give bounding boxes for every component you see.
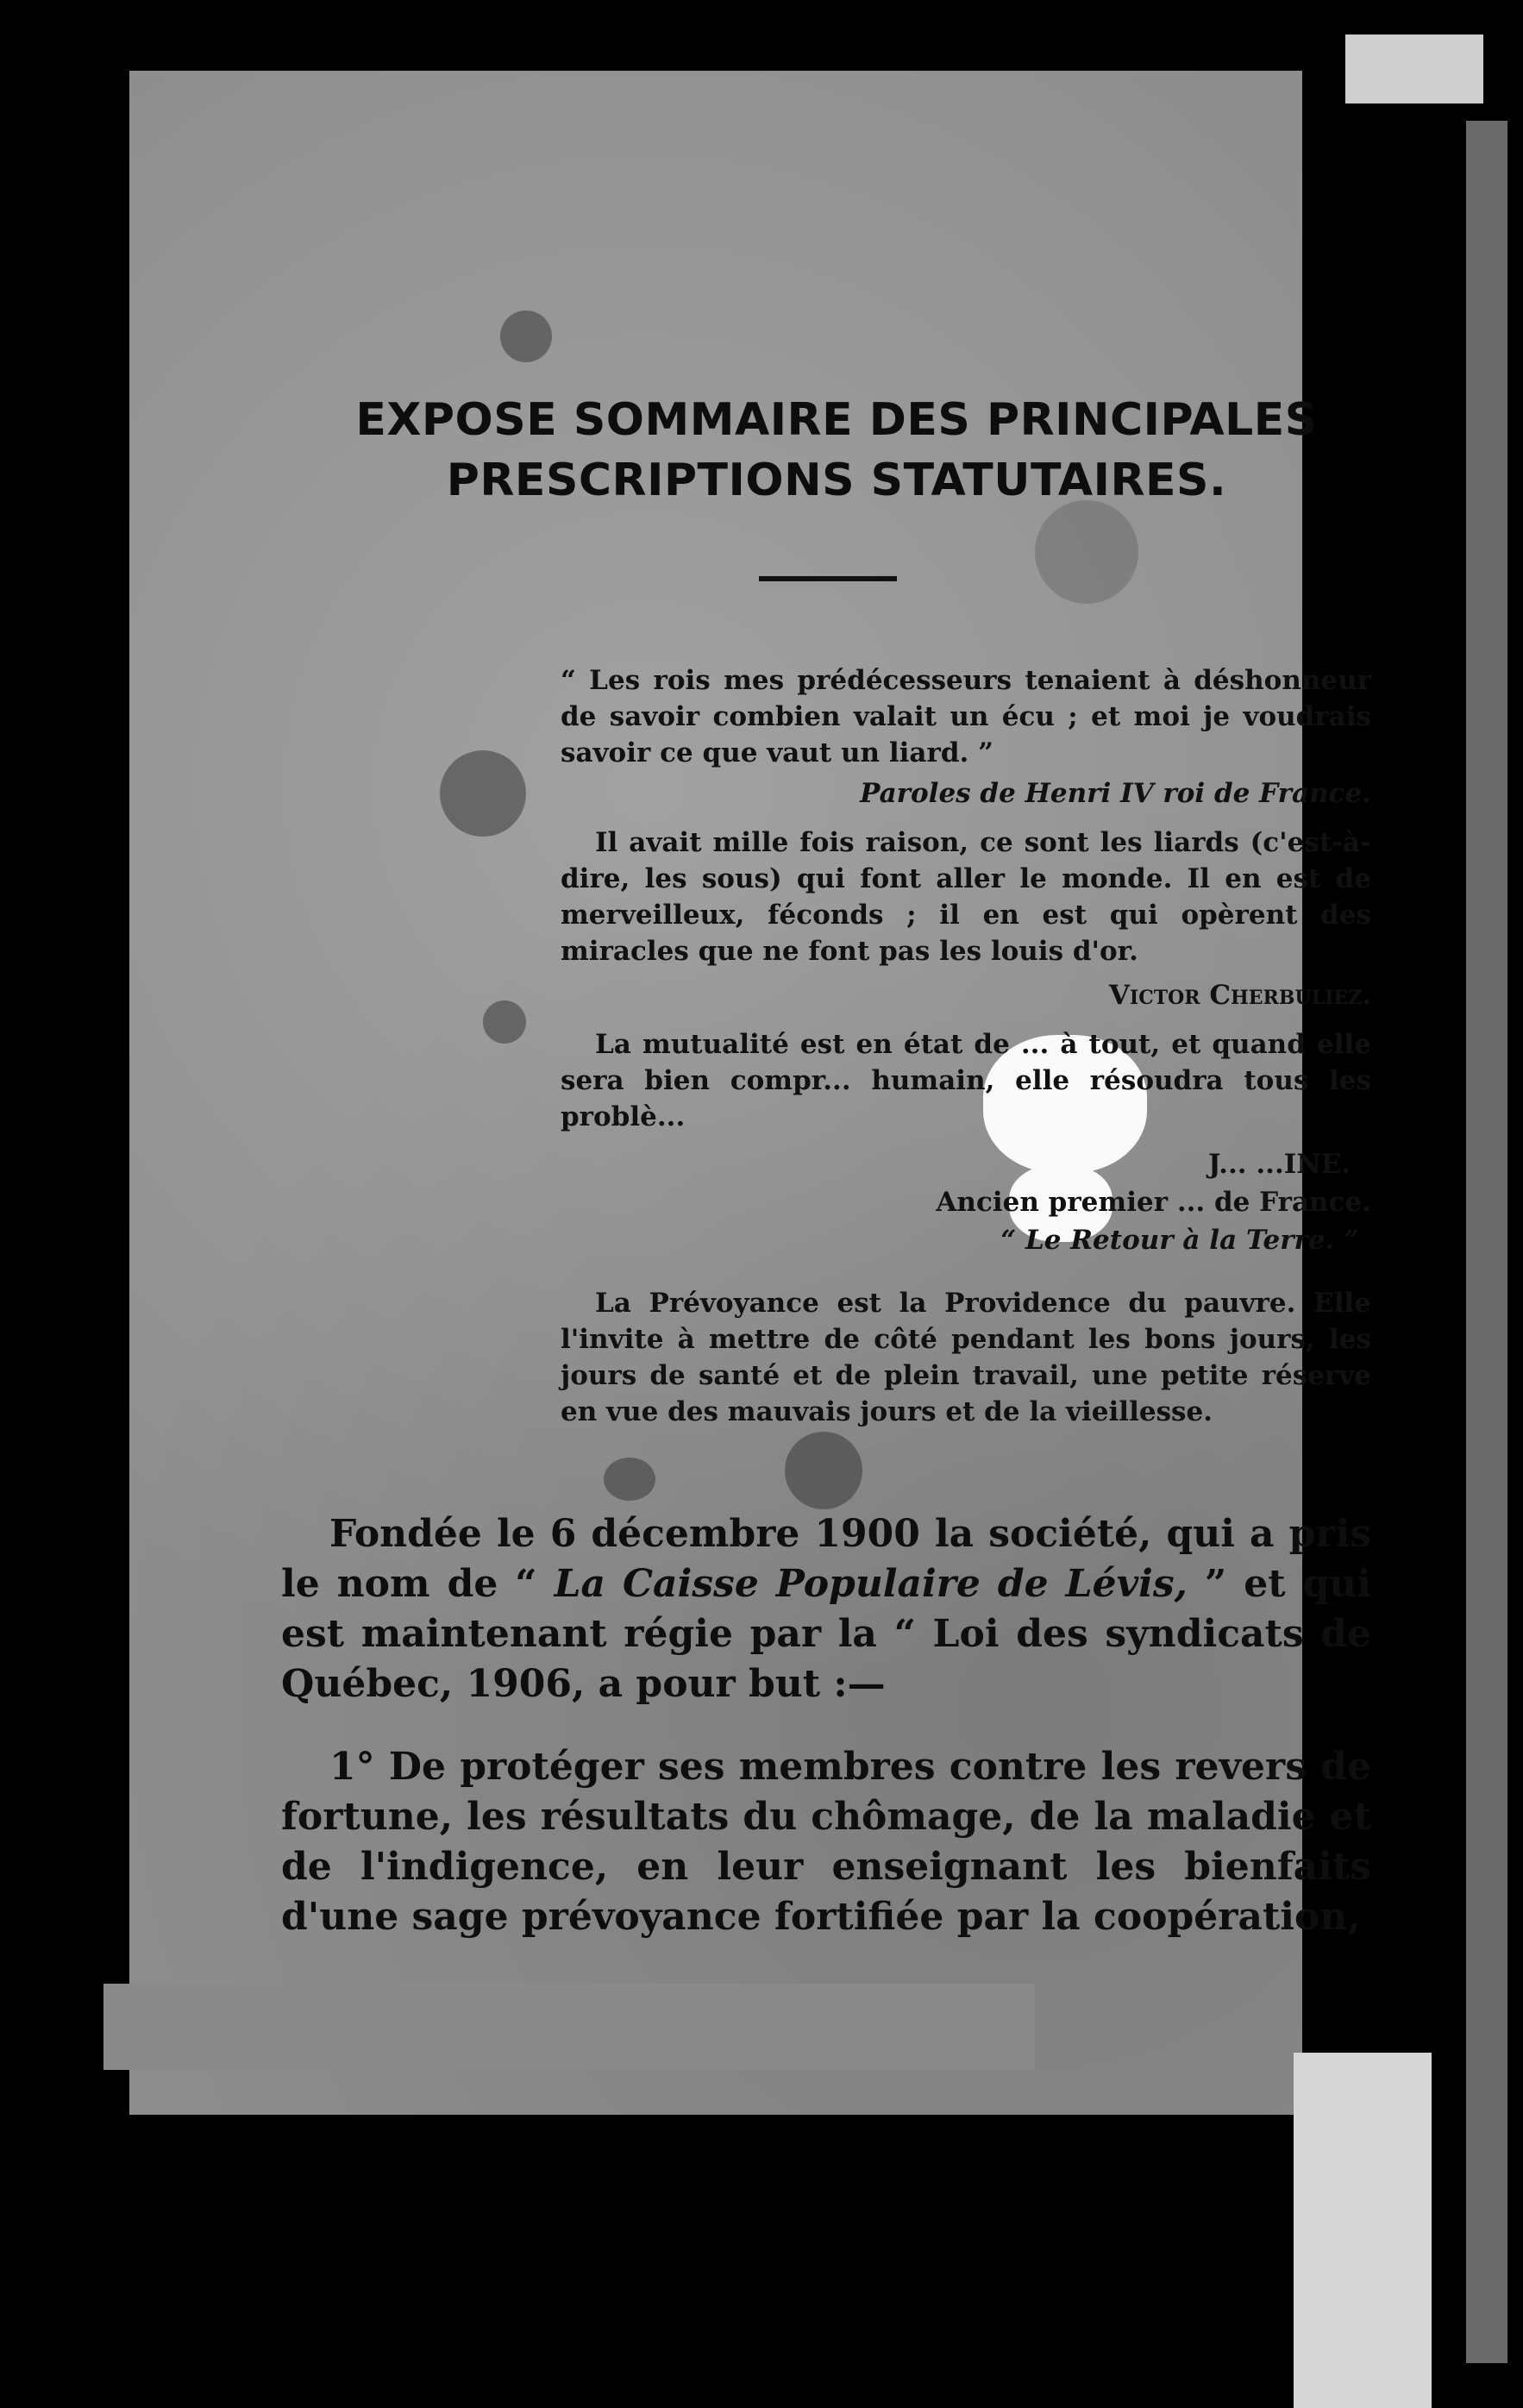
ink-blot — [785, 1432, 862, 1509]
quote-attribution: Paroles de Henri IV roi de France. — [860, 778, 1371, 809]
quote-cherbuliez: Il avait mille fois raison, ce sont les liards (c'est-à-dire, les sous) qui font aller le monde. Il en est de merveilleux, féconds ; il en est qui opèrent des miracles que ne font pas les louis d'or. — [561, 827, 1371, 967]
title-line-2: PRESCRIPTIONS STATUTAIRES. — [446, 455, 1227, 506]
page-title — [328, 390, 1345, 511]
body-text-run: ” et qui est maintenant régie par la “ Loi des syndicats de Québec, 1906, a pour but :— — [281, 1562, 1371, 1706]
binding-edge — [1466, 121, 1507, 2363]
body-paragraph — [281, 1509, 1371, 1709]
ink-blot — [500, 310, 552, 362]
quote-attribution: J... ...INE. — [1207, 1149, 1351, 1180]
quote-prevoyance: La Prévoyance est la Providence du pauvre. Elle l'invite à mettre de côté pendant les bons jours, les jours de santé et de plein travail, une petite réserve en vue des mauvais jours et de la vieillesse. — [561, 1288, 1371, 1427]
quote-attribution: “ Le Retour à la Terre. ” — [1000, 1225, 1359, 1256]
quote-henri-iv: “ Les rois mes prédécesseurs tenaient à déshonneur de savoir combien valait un écu ; et moi je voudrais savoir ce que vaut un liard. ” — [561, 665, 1371, 768]
quote-mutualite: La mutualité est en état de ... à tout, et quand elle sera bien compr... humain, elle résoudra tous les problè... — [561, 1029, 1371, 1132]
binding-bottom-highlight — [1294, 2053, 1432, 2408]
society-name: La Caisse Populaire de Lévis, — [554, 1562, 1188, 1606]
quote-attribution: Ancien premier ... de France. — [936, 1187, 1371, 1218]
title-divider — [759, 576, 897, 581]
ink-blot — [483, 1000, 526, 1044]
body-text-run: Fondée le 6 décembre 1900 la société, qui a pris le nom de “ — [281, 1512, 1371, 1606]
page-bottom-edge — [103, 1984, 1035, 2070]
body-paragraph: 1° De protéger ses membres contre les revers de fortune, les résultats du chômage, de la maladie et de l'indigence, en leur enseignant les bienfaits d'une sage prévoyance fortifiée par la coopération, — [281, 1745, 1371, 1939]
ink-blot — [440, 750, 526, 837]
ink-blot — [1035, 500, 1138, 604]
ink-blot — [604, 1458, 655, 1501]
quote-attribution: Victor Cherbuliez. — [1108, 980, 1371, 1011]
title-line-1: EXPOSE SOMMAIRE DES PRINCIPALES — [355, 394, 1318, 446]
binding-highlight — [1345, 34, 1483, 103]
